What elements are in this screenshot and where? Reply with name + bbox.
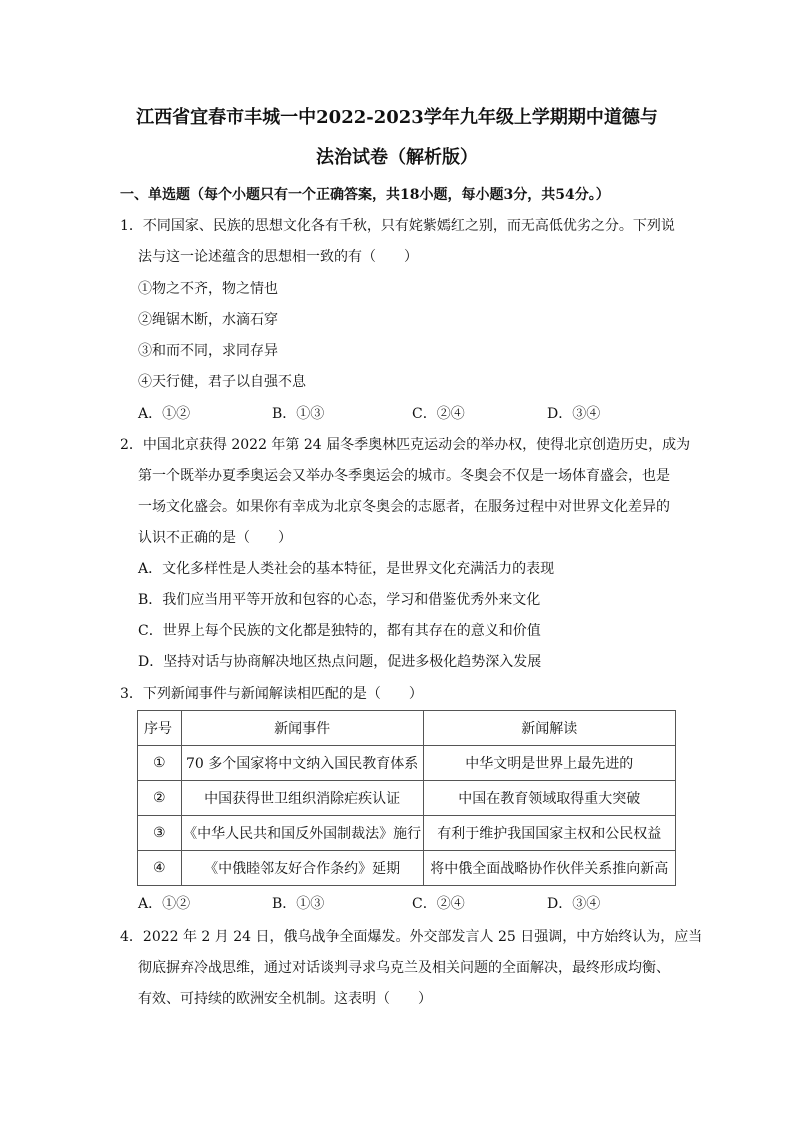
row-interpretation: 中华文明是世界上最先进的 <box>423 746 675 781</box>
header-news-interpretation: 新闻解读 <box>423 711 675 746</box>
q2-stem-line-2: 第一个既举办夏季奥运会又举办冬季奥运会的城市。冬奥会不仅是一场体育盛会，也是 <box>138 468 670 484</box>
row-event: 《中俄睦邻友好合作条约》延期 <box>181 851 423 886</box>
q2-option-c: C．世界上每个民族的文化都是独特的，都有其存在的意义和价值 <box>138 623 541 639</box>
exam-title-line-1: 江西省宜春市丰城一中2022-2023学年九年级上学期期中道德与 <box>136 107 658 128</box>
q1-item-2: ②绳锯木断，水滴石穿 <box>138 312 278 328</box>
news-table-header-row <box>138 711 676 746</box>
row-interpretation: 中国在教育领域取得重大突破 <box>423 781 675 816</box>
q1-option-b: B．①③ <box>272 406 325 422</box>
q4-stem-line-1: 4．2022 年 2 月 24 日，俄乌战争全面爆发。外交部发言人 25 日强调，中方始终认为，应当 <box>120 929 703 945</box>
q2-stem-line-3: 一场文化盛会。如果你有幸成为北京冬奥会的志愿者，在服务过程中对世界文化差异的 <box>138 499 670 515</box>
row-number: ② <box>138 781 182 816</box>
row-event: 《中华人民共和国反外国制裁法》施行 <box>181 816 423 851</box>
q1-stem-line-2: 法与这一论述蕴含的思想相一致的有（ ） <box>138 249 418 265</box>
news-table <box>137 710 676 886</box>
q2-option-a: A．文化多样性是人类社会的基本特征，是世界文化充满活力的表现 <box>138 561 555 577</box>
q1-option-d: D．③④ <box>547 406 601 422</box>
q4-stem-line-3: 有效、可持续的欧洲安全机制。这表明（ ） <box>138 991 432 1007</box>
row-number: ④ <box>138 851 182 886</box>
q3-option-a: A．①② <box>138 896 191 912</box>
row-event: 70 多个国家将中文纳入国民教育体系 <box>181 746 423 781</box>
row-event: 中国获得世卫组织消除疟疾认证 <box>181 781 423 816</box>
row-number: ① <box>138 746 182 781</box>
q2-option-b: B．我们应当用平等开放和包容的心态，学习和借鉴优秀外来文化 <box>138 592 541 608</box>
row-interpretation: 将中俄全面战略协作伙伴关系推向新高 <box>423 851 675 886</box>
q3-stem: 3．下列新闻事件与新闻解读相匹配的是（ ） <box>120 686 423 702</box>
q1-item-3: ③和而不同，求同存异 <box>138 343 278 359</box>
section-heading: 一、单选题（每个小题只有一个正确答案，共18小题，每小题3分，共54分。） <box>120 187 610 203</box>
exam-title-line-2: 法治试卷（解析版） <box>316 147 478 168</box>
q2-stem-line-1: 2．中国北京获得 2022 年第 24 届冬季奥林匹克运动会的举办权，使得北京创造历史，成为 <box>120 437 691 453</box>
q2-stem-line-4: 认识不正确的是（ ） <box>138 530 292 546</box>
header-news-event: 新闻事件 <box>181 711 423 746</box>
row-number: ③ <box>138 816 182 851</box>
q2-option-d: D．坚持对话与协商解决地区热点问题，促进多极化趋势深入发展 <box>138 654 542 670</box>
q1-item-1: ①物之不齐，物之情也 <box>138 281 278 297</box>
q3-option-c: C．②④ <box>412 896 465 912</box>
q1-stem-line-1: 1．不同国家、民族的思想文化各有千秋，只有姹紫嫣红之别，而无高低优劣之分。下列说 <box>120 218 675 234</box>
table-row <box>138 851 676 886</box>
table-row <box>138 746 676 781</box>
q4-stem-line-2: 彻底摒弃冷战思维，通过对话谈判寻求乌克兰及相关问题的全面解决，最终形成均衡、 <box>138 960 670 976</box>
header-number: 序号 <box>138 711 182 746</box>
table-row <box>138 781 676 816</box>
q3-option-b: B．①③ <box>272 896 325 912</box>
row-interpretation: 有利于维护我国国家主权和公民权益 <box>423 816 675 851</box>
q3-option-d: D．③④ <box>547 896 601 912</box>
table-row <box>138 816 676 851</box>
q1-option-a: A．①② <box>138 406 191 422</box>
q1-item-4: ④天行健，君子以自强不息 <box>138 374 306 390</box>
q1-option-c: C．②④ <box>412 406 465 422</box>
